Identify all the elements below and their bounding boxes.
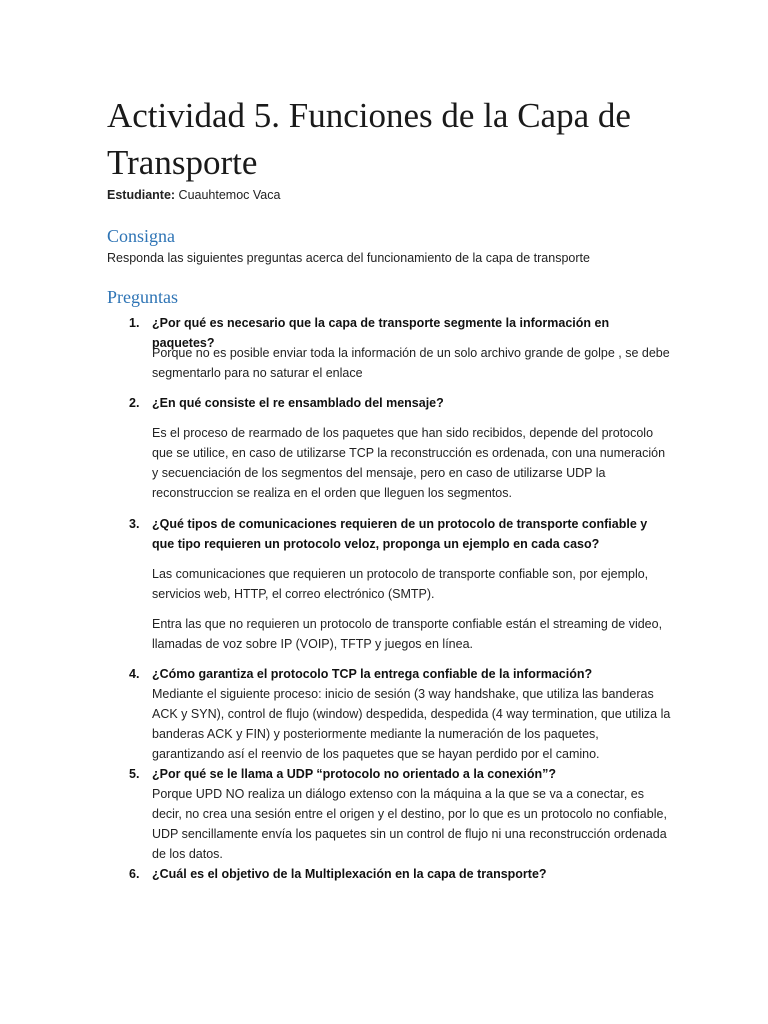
question-number: 4. — [129, 667, 140, 681]
answer-paragraph: Porque UPD NO realiza un diálogo extenso con la máquina a la que se va a conectar, es decir, no crea una sesión entre el origen y el destino, por lo que es un protocolo no confiable, UDP sencillamente envía los paquetes sin un control de flujo ni una reconstrucción ordenada de los datos. — [152, 787, 667, 861]
answer-paragraph: Las comunicaciones que requieren un protocolo de transporte confiable son, por ejemplo, servicios web, HTTP, el correo electrónico (SMTP). — [152, 567, 649, 601]
question-text: ¿Por qué es necesario que la capa de transporte segmente la información en paquetes? — [152, 316, 610, 350]
question-number: 5. — [129, 767, 140, 781]
question-text: ¿Por qué se le llama a UDP “protocolo no orientado a la conexión”? — [152, 767, 557, 781]
answer-paragraph: Porque no es posible enviar toda la información de un solo archivo grande de golpe , se debe segmentarlo para no saturar el enlace — [152, 346, 670, 380]
consigna-heading: Consigna — [107, 226, 176, 246]
question-text: ¿Cuál es el objetivo de la Multiplexación en la capa de transporte? — [152, 867, 547, 881]
document-title: Actividad 5. Funciones de la Capa de Transporte — [107, 96, 631, 182]
consigna-text: Responda las siguientes preguntas acerca del funcionamiento de la capa de transporte — [107, 251, 590, 265]
question-text: ¿Qué tipos de comunicaciones requieren de un protocolo de transporte confiable y que tipo requieren un protocolo veloz, proponga un ejemplo en cada caso? — [152, 517, 648, 551]
question-number: 3. — [129, 517, 140, 531]
question-number: 6. — [129, 867, 140, 881]
question-number: 1. — [129, 316, 140, 330]
answer-paragraph: Mediante el siguiente proceso: inicio de sesión (3 way handshake, que utiliza las banderas ACK y SYN), control de flujo (window) despedida, despedida (4 way termination, que utiliza la banderas ACK y FIN) y posteriormente mediante la numeración de los paquetes, garantizando así el reenvio de los paquetes que se hayan perdido por el camino. — [152, 687, 671, 761]
question-text: ¿Cómo garantiza el protocolo TCP la entrega confiable de la información? — [152, 667, 593, 681]
student-line — [107, 188, 280, 202]
question-number: 2. — [129, 396, 140, 410]
answer-paragraph: Entra las que no requieren un protocolo de transporte confiable están el streaming de video, llamadas de voz sobre IP (VOIP), TFTP y juegos en línea. — [152, 617, 663, 651]
student-name: Cuauhtemoc Vaca — [178, 188, 281, 202]
preguntas-heading: Preguntas — [107, 287, 178, 307]
student-label: Estudiante: — [107, 188, 176, 202]
question-text: ¿En qué consiste el re ensamblado del mensaje? — [152, 396, 444, 410]
answer-paragraph: Es el proceso de rearmado de los paquetes que han sido recibidos, depende del protocolo que se utilice, en caso de utilizarse TCP la reconstrucción es ordenada, con una numeración y secuenciación de los segmentos del mensaje, pero en caso de utilizarse UDP la reconstruccion se realiza en el orden que lleguen los segmentos. — [152, 426, 666, 500]
